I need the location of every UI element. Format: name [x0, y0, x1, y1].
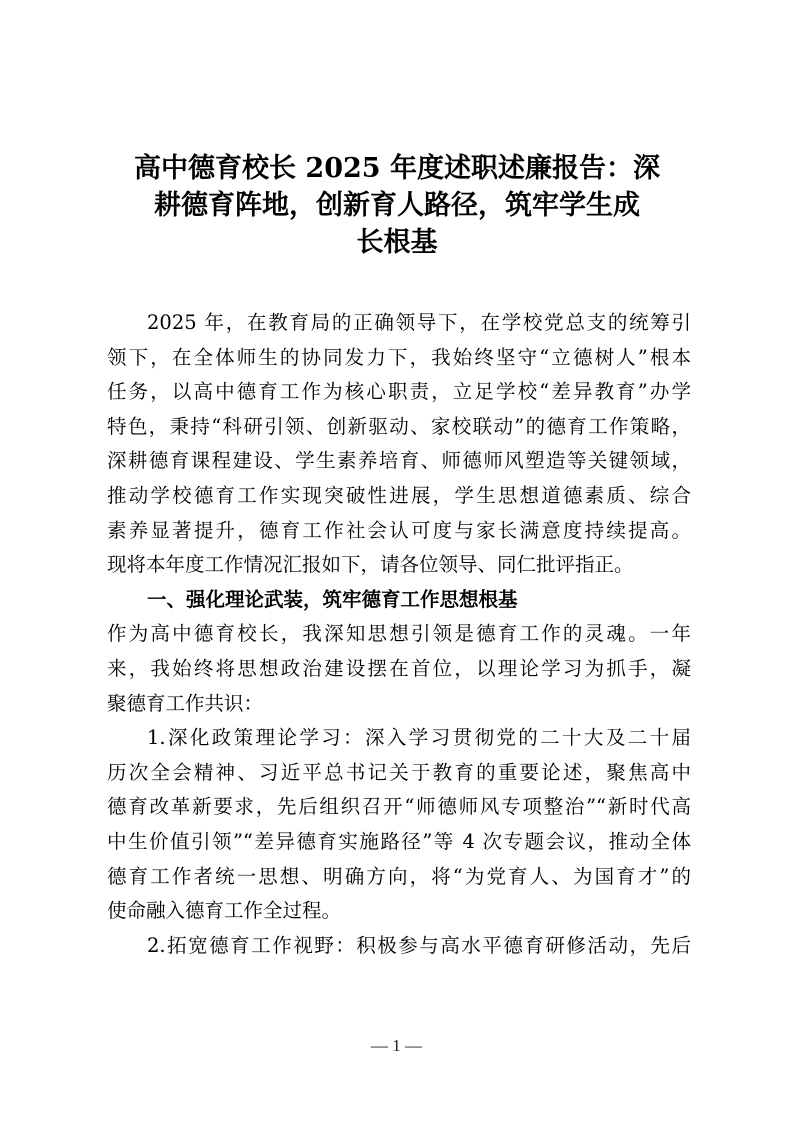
text-line: 深耕德育课程建设、学生素养培育、师德师风塑造等关键领域， [107, 449, 691, 473]
text-line: 1.深化政策理论学习：深入学习贯彻党的二十大及二十届 [147, 726, 691, 750]
section-heading-1 [107, 583, 691, 618]
document-title [100, 150, 694, 261]
heading-line: 一、强化理论武装，筑牢德育工作思想根基 [147, 587, 518, 611]
text-line: 聚德育工作共识： [107, 691, 264, 715]
text-line: 领下，在全体师生的协同发力下，我始终坚守“立德树人”根本 [107, 345, 691, 369]
text-line: 素养显著提升，德育工作社会认可度与家长满意度持续提高。 [107, 518, 691, 542]
text-line: 2.拓宽德育工作视野：积极参与高水平德育研修活动，先后 [147, 933, 691, 957]
text-line: 作为高中德育校长，我深知思想引领是德育工作的灵魂。一年 [107, 622, 691, 646]
title-line: 耕德育阵地，创新育人路径，筑牢学生成 [154, 190, 640, 221]
page-number: — 1 — [371, 1036, 422, 1055]
paragraph-item-1 [107, 721, 691, 929]
text-line: 推动学校德育工作实现突破性进展，学生思想道德素质、综合 [107, 483, 691, 507]
text-line: 中生价值引领”“差异德育实施路径”等 4 次专题会议，推动全体 [107, 829, 691, 853]
paragraph-section-1-intro [107, 617, 691, 721]
paragraph-item-2 [107, 929, 691, 964]
text-line: 来，我始终将思想政治建设摆在首位，以理论学习为抓手，凝 [107, 656, 691, 680]
text-line: 历次全会精神、习近平总书记关于教育的重要论述，聚焦高中 [107, 760, 691, 784]
text-line: 使命融入德育工作全过程。 [107, 899, 342, 923]
text-line: 德育改革新要求，先后组织召开“师德师风专项整治”“新时代高 [107, 795, 691, 819]
text-line: 现将本年度工作情况汇报如下，请各位领导、同仁批评指正。 [107, 553, 634, 577]
title-line: 长根基 [356, 227, 438, 258]
title-line: 高中德育校长 2025 年度述职述廉报告：深 [134, 153, 660, 184]
document-body [107, 306, 691, 963]
text-line: 2025 年，在教育局的正确领导下，在学校党总支的统筹引 [147, 311, 691, 334]
text-line: 特色，秉持“科研引领、创新驱动、家校联动”的德育工作策略， [107, 414, 691, 438]
paragraph-intro [107, 306, 691, 583]
text-line: 德育工作者统一思想、明确方向，将“为党育人、为国育才”的 [107, 864, 691, 888]
text-line: 任务，以高中德育工作为核心职责，立足学校“差异教育”办学 [107, 380, 691, 404]
